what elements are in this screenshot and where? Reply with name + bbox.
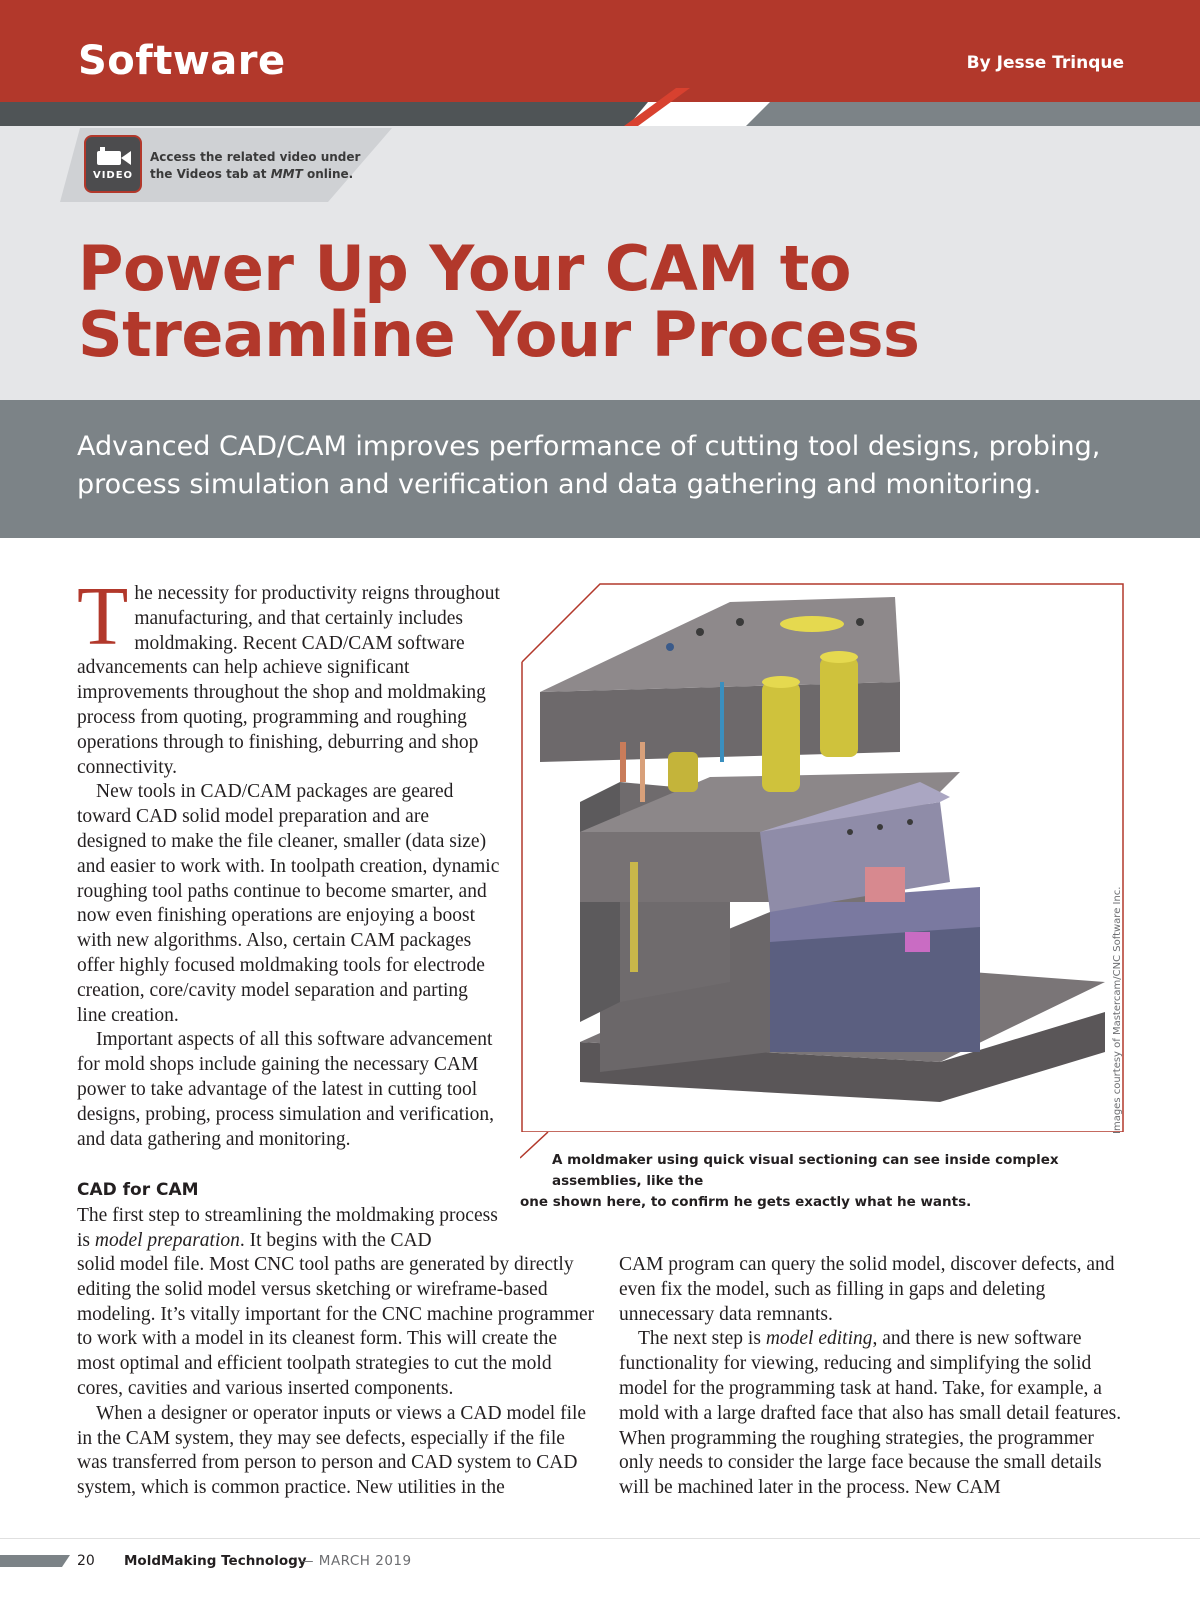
paragraph-3: Important aspects of all this software advancement for mold shops include gaining the necessary CAM power to take advantage of the latest in cutting tool designs, probing, process simulation and verification, and data gathering and monitoring. xyxy=(77,1029,495,1150)
paragraph-1-text: he necessity for productivity reigns throughout manufacturing, and that certainly includes moldmaking. Recent CAD/CAM software advancements can help achieve significant improvements throughout the shop and moldmaking process from quoting, programming and roughing operations through to finishing, deburring and shop connectivity. xyxy=(77,583,500,778)
byline: By Jesse Trinque xyxy=(966,53,1124,73)
footer-bar xyxy=(0,1555,70,1567)
video-note-line1: Access the related video under xyxy=(150,150,361,164)
video-note-line2-post: online. xyxy=(302,167,354,181)
paragraph-6-a: The next step is xyxy=(638,1328,766,1350)
article-column-right-bottom xyxy=(619,1253,1129,1501)
page-number: 20 xyxy=(77,1553,95,1569)
paragraph-1 xyxy=(77,570,502,780)
footer-rule xyxy=(0,1538,1200,1539)
deck: Advanced CAD/CAM improves performance of cutting tool designs, probing, process simulation and verification and data gathering and monitoring. xyxy=(77,431,1101,500)
paragraph-5: When a designer or operator inputs or views a CAD model file in the CAM system, they may see defects, especially if the file was transferred from person to person and CAD system to CAD system, which is common practice. New utilities in the xyxy=(77,1402,587,1499)
article-column-left-bottom xyxy=(77,1253,597,1501)
video-note-mag: MMT xyxy=(270,167,303,181)
article-column-left xyxy=(77,570,502,1152)
magazine-name: MoldMaking Technology xyxy=(124,1553,307,1569)
video-note-line2-pre: the Videos tab at xyxy=(150,167,271,181)
paragraph-6-em: model editing xyxy=(765,1328,873,1350)
video-camera-icon[interactable] xyxy=(84,135,142,193)
paragraph-4-cont: solid model file. Most CNC tool paths are generated by directly editing the solid model versus sketching or wireframe-based modeling. It’s vitally important for the CNC machine programmer to work with a model in its cleanest form. This will create the most optimal and efficient toolpath strategies to cut the mold cores, cavities and various inserted components. xyxy=(77,1254,595,1399)
paragraph-2: New tools in CAD/CAM packages are geared toward CAD solid model preparation and are designed to make the file cleaner, smaller (data size) and easier to work with. In toolpath creation, dynamic roughing tool paths continue to become smarter, and now even finishing operations are enjoying a boost with new algorithms. Also, certain CAM packages offer highly focused moldmaking tools for electrode creation, core/cavity model separation and parting line creation. xyxy=(77,781,500,1026)
caption-pointer xyxy=(520,1132,550,1160)
headline xyxy=(78,232,920,371)
paragraph-4-b: . It begins with the CAD xyxy=(239,1229,432,1251)
subhead-cad-for-cam: CAD for CAM xyxy=(77,1180,199,1200)
caption-line1: A moldmaker using quick visual sectioning can see inside complex assemblies, like the xyxy=(552,1152,1059,1189)
drop-cap: T xyxy=(77,570,129,663)
paragraph-4-em: model preparation xyxy=(94,1229,240,1251)
mold-assembly-figure xyxy=(520,582,1125,1132)
paragraph-6 xyxy=(619,1327,1129,1501)
section-label: Software xyxy=(78,38,286,84)
header-stripe xyxy=(0,88,1200,128)
paragraph-4-a: The first step to streamlining the moldmaking process is xyxy=(77,1205,498,1251)
paragraph-5-cont: CAM program can query the solid model, discover defects, and even fix the model, such as filling in gaps and deleting unnecessary data remnants. xyxy=(619,1254,1115,1325)
image-credit: Images courtesy of Mastercam/CNC Software Inc. xyxy=(1112,886,1123,1134)
figure-caption xyxy=(520,1150,1120,1213)
headline-line1: Power Up Your CAM to xyxy=(78,232,851,305)
video-note[interactable] xyxy=(150,149,360,183)
headline-line2: Streamline Your Process xyxy=(78,298,920,371)
paragraph-4-start xyxy=(77,1204,502,1254)
issue-date: — MARCH 2019 xyxy=(300,1553,412,1569)
paragraph-6-b: , and there is new software functionality for viewing, reducing and simplifying the solid model for the programming task at hand. Take, for example, a mold with a large drafted face that also has small detail features. When programming the roughing strategies, the programmer only needs to consider the large face because the small details will be machined later in the process. New CAM xyxy=(619,1328,1122,1499)
caption-line2: one shown here, to confirm he gets exactly what he wants. xyxy=(520,1194,972,1210)
video-badge-label: VIDEO xyxy=(92,170,134,181)
